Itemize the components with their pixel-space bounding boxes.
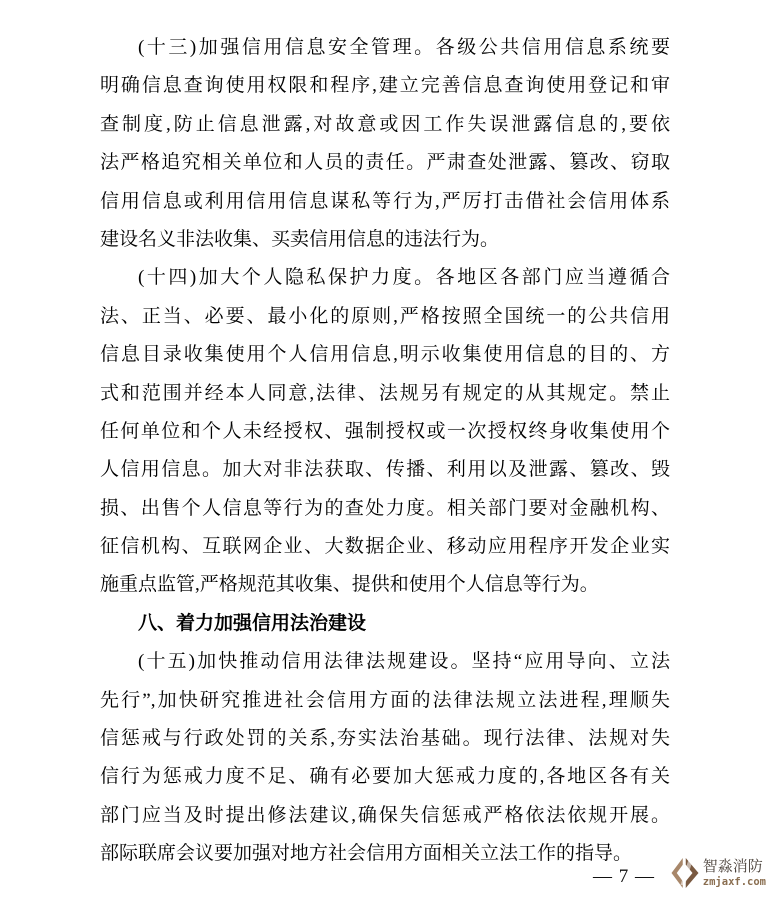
body-line: 明确信息查询使用权限和程序,建立完善信息查询使用登记和审 bbox=[100, 75, 670, 97]
body-line: (十四)加大个人隐私保护力度。各地区各部门应当遵循合 bbox=[138, 267, 670, 289]
body-line: (十五)加快推动信用法律法规建设。坚持“应用导向、立法 bbox=[138, 651, 670, 673]
body-line: 部门应当及时提出修法建议,确保失信惩戒严格依法依规开展。 bbox=[100, 804, 670, 826]
watermark bbox=[670, 855, 766, 891]
body-line: 信息目录收集使用个人信用信息,明示收集使用信息的目的、方 bbox=[100, 344, 670, 366]
body-line: (十三)加强信用信息安全管理。各级公共信用信息系统要 bbox=[138, 37, 670, 58]
body-line: 征信机构、互联网企业、大数据企业、移动应用程序开发企业实 bbox=[100, 536, 670, 558]
watermark-brand: 智淼消防 bbox=[702, 858, 763, 876]
watermark-domain: zmjaxf.com bbox=[702, 875, 766, 888]
body-line: 施重点监管,严格规范其收集、提供和使用个人信息等行为。 bbox=[100, 574, 599, 596]
body-line: 部际联席会议要加强对地方社会信用方面相关立法工作的指导。 bbox=[100, 843, 633, 865]
body-line: 先行”,加快研究推进社会信用方面的法律法规立法进程,理顺失 bbox=[100, 689, 670, 711]
body-line: 信惩戒与行政处罚的关系,夯实法治基础。现行法律、法规对失 bbox=[100, 728, 670, 750]
body-line: 损、出售个人信息等行为的查处力度。相关部门要对金融机构、 bbox=[100, 497, 670, 519]
body-line: 查制度,防止信息泄露,对故意或因工作失误泄露信息的,要依 bbox=[100, 113, 670, 135]
body-line: 建设名义非法收集、买卖信用信息的违法行为。 bbox=[100, 228, 500, 250]
double-chevron-diamond-icon bbox=[670, 855, 700, 891]
page-number: — 7 — bbox=[593, 866, 655, 887]
body-line: 任何单位和个人未经授权、强制授权或一次授权终身收集使用个 bbox=[100, 420, 670, 442]
body-line: 人信用信息。加大对非法获取、传播、利用以及泄露、篡改、毁 bbox=[100, 459, 670, 481]
body-line: 法严格追究相关单位和人员的责任。严肃查处泄露、篡改、窃取 bbox=[100, 152, 670, 174]
document-body bbox=[100, 29, 670, 874]
watermark-text bbox=[703, 858, 766, 887]
section-heading: 八、着力加强信用法治建设 bbox=[138, 612, 367, 634]
body-line: 信行为惩戒力度不足、确有必要加大惩戒力度的,各地区各有关 bbox=[100, 766, 670, 788]
body-line: 法、正当、必要、最小化的原则,严格按照全国统一的公共信用 bbox=[100, 305, 670, 327]
body-line: 信用信息或利用信用信息谋私等行为,严厉打击借社会信用体系 bbox=[100, 190, 670, 212]
body-line: 式和范围并经本人同意,法律、法规另有规定的从其规定。禁止 bbox=[100, 382, 670, 404]
